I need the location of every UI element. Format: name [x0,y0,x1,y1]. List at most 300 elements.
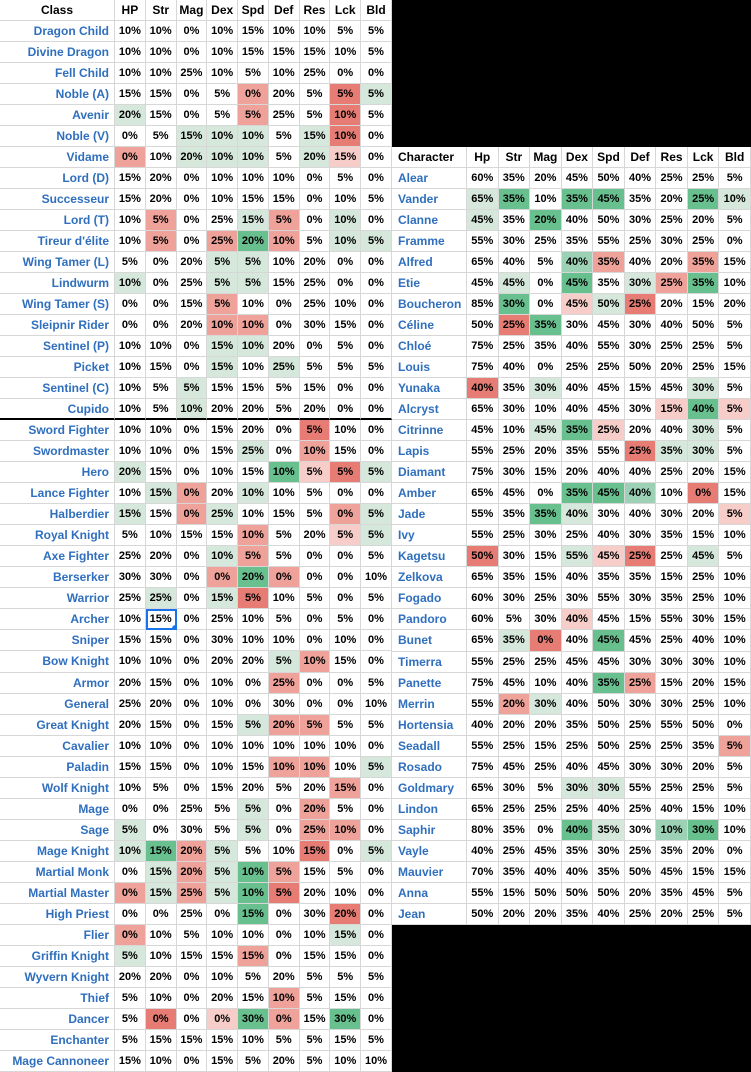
stat-cell[interactable]: 10% [499,420,531,441]
stat-cell[interactable]: 0% [300,546,331,567]
class-name-cell[interactable]: Archer [0,609,115,630]
stat-cell[interactable]: 20% [238,778,269,799]
column-header-spd[interactable]: Spd [593,147,625,168]
stat-cell[interactable]: 5% [361,231,392,252]
stat-cell[interactable]: 35% [499,862,531,883]
stat-cell[interactable]: 40% [530,862,562,883]
stat-cell[interactable]: 25% [300,820,331,841]
stat-cell[interactable]: 0% [300,210,331,231]
character-name-cell[interactable]: Jean [392,904,467,925]
stat-cell[interactable]: 15% [238,378,269,399]
stat-cell[interactable]: 10% [115,778,146,799]
stat-cell[interactable]: 35% [530,336,562,357]
stat-cell[interactable]: 0% [361,63,392,84]
stat-cell[interactable]: 15% [207,1030,238,1051]
stat-cell[interactable]: 25% [625,294,657,315]
character-name-cell[interactable]: Bunet [392,630,467,651]
stat-cell[interactable]: 5% [719,168,751,189]
stat-cell[interactable]: 5% [207,294,238,315]
column-header-bld[interactable]: Bld [361,0,392,21]
stat-cell[interactable]: 45% [593,546,625,567]
stat-cell[interactable]: 35% [656,525,688,546]
stat-cell[interactable]: 25% [625,841,657,862]
stat-cell[interactable]: 0% [238,84,269,105]
stat-cell[interactable]: 0% [361,399,392,420]
stat-cell[interactable]: 5% [330,525,361,546]
stat-cell[interactable]: 35% [593,673,625,694]
stat-cell[interactable]: 15% [146,462,177,483]
stat-cell[interactable]: 35% [593,567,625,588]
stat-cell[interactable]: 30% [593,841,625,862]
stat-cell[interactable]: 10% [207,757,238,778]
stat-cell[interactable]: 45% [688,546,720,567]
stat-cell[interactable]: 5% [238,841,269,862]
stat-cell[interactable]: 45% [467,273,499,294]
stat-cell[interactable]: 20% [146,546,177,567]
stat-cell[interactable]: 15% [146,1030,177,1051]
stat-cell[interactable]: 10% [207,147,238,168]
stat-cell[interactable]: 0% [177,168,208,189]
character-name-cell[interactable]: Lindon [392,799,467,820]
stat-cell[interactable]: 5% [361,105,392,126]
stat-cell[interactable]: 5% [300,1051,331,1072]
stat-cell[interactable]: 0% [177,1009,208,1030]
stat-cell[interactable]: 65% [467,483,499,504]
stat-cell[interactable]: 30% [530,525,562,546]
stat-cell[interactable]: 10% [115,336,146,357]
stat-cell[interactable]: 10% [719,820,751,841]
column-header-str[interactable]: Str [499,147,531,168]
stat-cell[interactable]: 65% [467,630,499,651]
stat-cell[interactable]: 0% [361,799,392,820]
stat-cell[interactable]: 45% [593,483,625,504]
stat-cell[interactable]: 40% [625,504,657,525]
stat-cell[interactable]: 5% [719,315,751,336]
stat-cell[interactable]: 30% [688,420,720,441]
stat-cell[interactable]: 10% [269,757,300,778]
stat-cell[interactable]: 10% [115,609,146,630]
stat-cell[interactable]: 10% [719,588,751,609]
stat-cell[interactable]: 15% [177,126,208,147]
stat-cell[interactable]: 0% [300,609,331,630]
stat-cell[interactable]: 50% [625,862,657,883]
stat-cell[interactable]: 10% [115,399,146,420]
stat-cell[interactable]: 85% [467,294,499,315]
stat-cell[interactable]: 30% [625,525,657,546]
stat-cell[interactable]: 45% [562,168,594,189]
stat-cell[interactable]: 30% [499,399,531,420]
stat-cell[interactable]: 40% [562,630,594,651]
stat-cell[interactable]: 45% [530,841,562,862]
column-header-class[interactable]: Class [0,0,115,21]
stat-cell[interactable]: 55% [467,736,499,757]
stat-cell[interactable]: 0% [115,925,146,946]
stat-cell[interactable]: 15% [146,715,177,736]
stat-cell[interactable]: 10% [656,820,688,841]
stat-cell[interactable]: 0% [177,588,208,609]
stat-cell[interactable]: 0% [146,252,177,273]
stat-cell[interactable]: 20% [300,399,331,420]
stat-cell[interactable]: 5% [207,273,238,294]
stat-cell[interactable]: 10% [719,273,751,294]
character-name-cell[interactable]: Jade [392,504,467,525]
stat-cell[interactable]: 45% [562,273,594,294]
stat-cell[interactable]: 75% [467,357,499,378]
stat-cell[interactable]: 20% [530,210,562,231]
stat-cell[interactable]: 25% [688,336,720,357]
stat-cell[interactable]: 40% [593,525,625,546]
stat-cell[interactable]: 10% [207,168,238,189]
stat-cell[interactable]: 25% [625,231,657,252]
stat-cell[interactable]: 5% [361,757,392,778]
stat-cell[interactable]: 30% [330,1009,361,1030]
stat-cell[interactable]: 15% [146,483,177,504]
stat-cell[interactable]: 15% [115,757,146,778]
stat-cell[interactable]: 40% [625,483,657,504]
stat-cell[interactable]: 5% [269,778,300,799]
stat-cell[interactable]: 15% [330,946,361,967]
stat-cell[interactable]: 65% [467,399,499,420]
stat-cell[interactable]: 0% [361,862,392,883]
stat-cell[interactable]: 15% [238,42,269,63]
stat-cell[interactable]: 0% [330,378,361,399]
stat-cell[interactable]: 5% [146,210,177,231]
stat-cell[interactable]: 5% [330,609,361,630]
stat-cell[interactable]: 25% [207,231,238,252]
stat-cell[interactable]: 10% [115,736,146,757]
stat-cell[interactable]: 5% [238,63,269,84]
stat-cell[interactable]: 5% [207,841,238,862]
class-name-cell[interactable]: Sentinel (C) [0,378,115,399]
stat-cell[interactable]: 0% [330,399,361,420]
stat-cell[interactable]: 20% [207,651,238,672]
stat-cell[interactable]: 25% [688,231,720,252]
stat-cell[interactable]: 10% [207,673,238,694]
stat-cell[interactable]: 20% [238,567,269,588]
stat-cell[interactable]: 0% [361,336,392,357]
column-header-res[interactable]: Res [656,147,688,168]
stat-cell[interactable]: 0% [361,778,392,799]
stat-cell[interactable]: 30% [499,778,531,799]
stat-cell[interactable]: 50% [593,694,625,715]
stat-cell[interactable]: 55% [593,441,625,462]
stat-cell[interactable]: 25% [530,799,562,820]
stat-cell[interactable]: 40% [562,757,594,778]
class-name-cell[interactable]: Wing Tamer (L) [0,252,115,273]
stat-cell[interactable]: 40% [625,462,657,483]
class-name-cell[interactable]: Swordmaster [0,441,115,462]
stat-cell[interactable]: 5% [238,588,269,609]
stat-cell[interactable]: 35% [562,715,594,736]
stat-cell[interactable]: 15% [656,567,688,588]
stat-cell[interactable]: 20% [177,862,208,883]
stat-cell[interactable]: 10% [146,988,177,1009]
stat-cell[interactable]: 35% [625,567,657,588]
stat-cell[interactable]: 10% [238,630,269,651]
stat-cell[interactable]: 15% [115,84,146,105]
stat-cell[interactable]: 75% [467,462,499,483]
class-name-cell[interactable]: Lance Fighter [0,483,115,504]
character-name-cell[interactable]: Panette [392,673,467,694]
stat-cell[interactable]: 5% [177,925,208,946]
stat-cell[interactable]: 20% [269,715,300,736]
stat-cell[interactable]: 5% [207,883,238,904]
stat-cell[interactable]: 20% [530,441,562,462]
class-name-cell[interactable]: High Priest [0,904,115,925]
stat-cell[interactable]: 35% [656,588,688,609]
stat-cell[interactable]: 5% [361,462,392,483]
stat-cell[interactable]: 35% [499,820,531,841]
stat-cell[interactable]: 25% [688,168,720,189]
stat-cell[interactable]: 15% [300,378,331,399]
stat-cell[interactable]: 0% [361,294,392,315]
stat-cell[interactable]: 35% [562,841,594,862]
stat-cell[interactable]: 30% [593,504,625,525]
stat-cell[interactable]: 5% [207,799,238,820]
stat-cell[interactable]: 55% [467,883,499,904]
stat-cell[interactable]: 5% [115,988,146,1009]
stat-cell[interactable]: 40% [562,336,594,357]
class-name-cell[interactable]: Tireur d'élite [0,231,115,252]
stat-cell[interactable]: 10% [207,462,238,483]
stat-cell[interactable]: 25% [688,778,720,799]
stat-cell[interactable]: 25% [269,673,300,694]
stat-cell[interactable]: 5% [719,210,751,231]
stat-cell[interactable]: 30% [656,694,688,715]
stat-cell[interactable]: 45% [593,609,625,630]
stat-cell[interactable]: 30% [688,652,720,673]
class-name-cell[interactable]: Flier [0,925,115,946]
stat-cell[interactable]: 45% [688,883,720,904]
stat-cell[interactable]: 0% [530,273,562,294]
stat-cell[interactable]: 55% [467,525,499,546]
stat-cell[interactable]: 5% [361,525,392,546]
stat-cell[interactable]: 20% [207,399,238,420]
stat-cell[interactable]: 5% [300,988,331,1009]
stat-cell[interactable]: 0% [530,357,562,378]
stat-cell[interactable]: 25% [177,273,208,294]
stat-cell[interactable]: 0% [177,336,208,357]
stat-cell[interactable]: 45% [530,420,562,441]
stat-cell[interactable]: 15% [300,42,331,63]
stat-cell[interactable]: 45% [499,673,531,694]
stat-cell[interactable]: 70% [467,862,499,883]
stat-cell[interactable]: 0% [177,546,208,567]
stat-cell[interactable]: 30% [625,588,657,609]
stat-cell[interactable]: 35% [656,841,688,862]
stat-cell[interactable]: 25% [688,694,720,715]
stat-cell[interactable]: 0% [269,441,300,462]
stat-cell[interactable]: 35% [499,189,531,210]
stat-cell[interactable]: 5% [330,168,361,189]
stat-cell[interactable]: 15% [625,378,657,399]
stat-cell[interactable]: 15% [330,315,361,336]
stat-cell[interactable]: 0% [688,483,720,504]
stat-cell[interactable]: 15% [177,294,208,315]
stat-cell[interactable]: 0% [177,778,208,799]
stat-cell[interactable]: 0% [330,546,361,567]
stat-cell[interactable]: 25% [177,63,208,84]
class-name-cell[interactable]: Royal Knight [0,525,115,546]
class-name-cell[interactable]: Halberdier [0,504,115,525]
stat-cell[interactable]: 55% [467,441,499,462]
stat-cell[interactable]: 0% [177,84,208,105]
character-name-cell[interactable]: Boucheron [392,294,467,315]
stat-cell[interactable]: 15% [238,189,269,210]
stat-cell[interactable]: 20% [146,189,177,210]
stat-cell[interactable]: 15% [300,1009,331,1030]
stat-cell[interactable]: 65% [467,567,499,588]
stat-cell[interactable]: 0% [269,567,300,588]
stat-cell[interactable]: 15% [300,841,331,862]
column-header-hp[interactable]: HP [115,0,146,21]
stat-cell[interactable]: 0% [361,168,392,189]
stat-cell[interactable]: 25% [656,546,688,567]
stat-cell[interactable]: 5% [115,252,146,273]
column-header-character[interactable]: Character [392,147,467,168]
class-name-cell[interactable]: Divine Dragon [0,42,115,63]
stat-cell[interactable]: 25% [300,273,331,294]
stat-cell[interactable]: 10% [361,694,392,715]
stat-cell[interactable]: 5% [300,715,331,736]
stat-cell[interactable]: 5% [238,546,269,567]
stat-cell[interactable]: 5% [330,799,361,820]
class-name-cell[interactable]: Lord (D) [0,168,115,189]
stat-cell[interactable]: 5% [330,21,361,42]
column-header-dex[interactable]: Dex [207,0,238,21]
stat-cell[interactable]: 5% [269,525,300,546]
stat-cell[interactable]: 5% [361,967,392,988]
stat-cell[interactable]: 15% [688,294,720,315]
stat-cell[interactable]: 20% [238,231,269,252]
stat-cell[interactable]: 10% [530,189,562,210]
stat-cell[interactable]: 10% [300,21,331,42]
stat-cell[interactable]: 35% [530,315,562,336]
stat-cell[interactable]: 40% [562,504,594,525]
stat-cell[interactable]: 5% [146,378,177,399]
stat-cell[interactable]: 25% [238,441,269,462]
stat-cell[interactable]: 5% [115,525,146,546]
stat-cell[interactable]: 15% [207,715,238,736]
stat-cell[interactable]: 0% [361,420,392,441]
stat-cell[interactable]: 40% [593,904,625,925]
stat-cell[interactable]: 10% [115,651,146,672]
stat-cell[interactable]: 45% [593,189,625,210]
stat-cell[interactable]: 60% [467,588,499,609]
stat-cell[interactable]: 15% [330,925,361,946]
stat-cell[interactable]: 30% [625,315,657,336]
class-name-cell[interactable]: Mage [0,799,115,820]
class-name-cell[interactable]: Cavalier [0,736,115,757]
stat-cell[interactable]: 40% [467,378,499,399]
stat-cell[interactable]: 50% [467,904,499,925]
stat-cell[interactable]: 15% [177,946,208,967]
stat-cell[interactable]: 25% [499,652,531,673]
stat-cell[interactable]: 25% [499,336,531,357]
stat-cell[interactable]: 15% [115,504,146,525]
stat-cell[interactable]: 25% [115,588,146,609]
stat-cell[interactable]: 10% [719,525,751,546]
stat-cell[interactable]: 35% [499,630,531,651]
stat-cell[interactable]: 15% [115,168,146,189]
stat-cell[interactable]: 0% [207,904,238,925]
stat-cell[interactable]: 15% [146,883,177,904]
character-name-cell[interactable]: Amber [392,483,467,504]
stat-cell[interactable]: 30% [656,652,688,673]
character-name-cell[interactable]: Pandoro [392,609,467,630]
stat-cell[interactable]: 10% [300,925,331,946]
stat-cell[interactable]: 0% [300,673,331,694]
class-name-cell[interactable]: Noble (A) [0,84,115,105]
stat-cell[interactable]: 15% [719,462,751,483]
stat-cell[interactable]: 5% [269,147,300,168]
stat-cell[interactable]: 45% [562,652,594,673]
stat-cell[interactable]: 30% [625,399,657,420]
stat-cell[interactable]: 20% [238,399,269,420]
stat-cell[interactable]: 10% [300,736,331,757]
stat-cell[interactable]: 0% [269,946,300,967]
stat-cell[interactable]: 20% [688,673,720,694]
character-name-cell[interactable]: Seadall [392,736,467,757]
stat-cell[interactable]: 15% [238,462,269,483]
stat-cell[interactable]: 20% [177,315,208,336]
class-name-cell[interactable]: Wolf Knight [0,778,115,799]
stat-cell[interactable]: 30% [207,630,238,651]
stat-cell[interactable]: 10% [238,736,269,757]
column-header-str[interactable]: Str [146,0,177,21]
class-name-cell[interactable]: Successeur [0,189,115,210]
stat-cell[interactable]: 5% [146,778,177,799]
stat-cell[interactable]: 30% [177,820,208,841]
stat-cell[interactable]: 15% [238,988,269,1009]
stat-cell[interactable]: 10% [300,441,331,462]
stat-cell[interactable]: 0% [361,126,392,147]
stat-cell[interactable]: 10% [207,42,238,63]
stat-cell[interactable]: 55% [467,231,499,252]
stat-cell[interactable]: 20% [656,294,688,315]
stat-cell[interactable]: 10% [115,441,146,462]
stat-cell[interactable]: 25% [656,336,688,357]
stat-cell[interactable]: 0% [361,147,392,168]
stat-cell[interactable]: 20% [688,210,720,231]
stat-cell[interactable]: 0% [269,315,300,336]
stat-cell[interactable]: 35% [562,231,594,252]
column-header-lck[interactable]: Lck [330,0,361,21]
stat-cell[interactable]: 15% [300,946,331,967]
stat-cell[interactable]: 0% [177,736,208,757]
stat-cell[interactable]: 50% [562,883,594,904]
stat-cell[interactable]: 10% [115,42,146,63]
stat-cell[interactable]: 10% [115,231,146,252]
stat-cell[interactable]: 0% [177,42,208,63]
stat-cell[interactable]: 0% [146,799,177,820]
stat-cell[interactable]: 20% [177,252,208,273]
stat-cell[interactable]: 0% [361,1009,392,1030]
stat-cell[interactable]: 10% [238,1030,269,1051]
stat-cell[interactable]: 20% [207,483,238,504]
stat-cell[interactable]: 10% [146,441,177,462]
stat-cell[interactable]: 15% [238,946,269,967]
stat-cell[interactable]: 10% [238,336,269,357]
stat-cell[interactable]: 10% [269,588,300,609]
stat-cell[interactable]: 0% [361,946,392,967]
stat-cell[interactable]: 5% [238,967,269,988]
stat-cell[interactable]: 0% [177,609,208,630]
stat-cell[interactable]: 0% [115,126,146,147]
stat-cell[interactable]: 25% [177,904,208,925]
class-name-cell[interactable]: Great Knight [0,715,115,736]
stat-cell[interactable]: 0% [300,189,331,210]
